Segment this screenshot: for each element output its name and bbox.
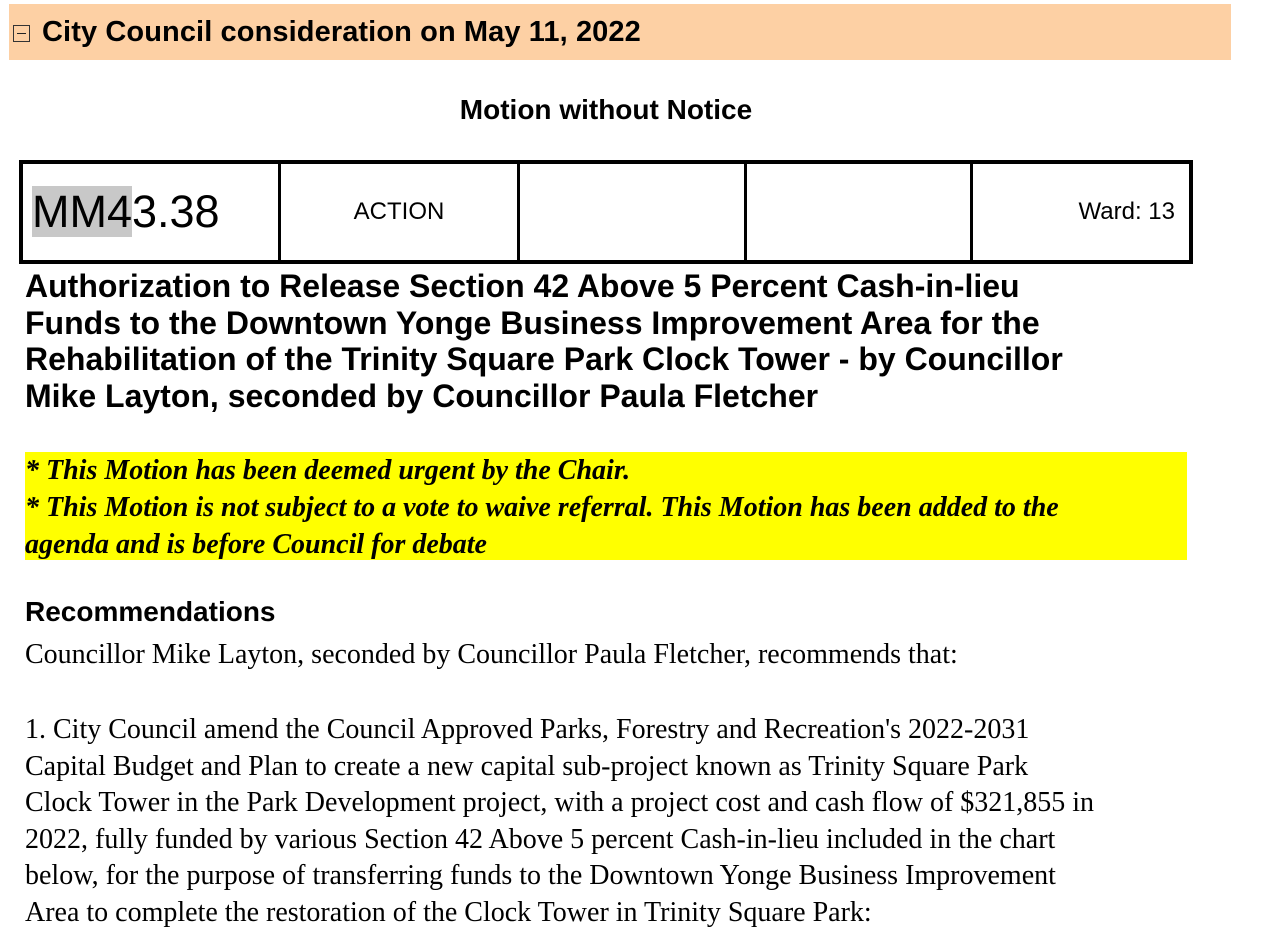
recommendation-line: Clock Tower in the Park Development project, with a project cost and cash flow of $321,855 in — [25, 787, 1095, 819]
urgent-notice-line: agenda and is before Council for debate — [25, 529, 487, 560]
ward-cell: Ward: 13 — [972, 162, 1192, 262]
recommendation-line: Area to complete the restoration of the Clock Tower in Trinity Square Park: — [25, 896, 872, 928]
item-number-rest: 3.38 — [132, 186, 220, 237]
recommendations-intro: Councillor Mike Layton, seconded by Councillor Paula Fletcher, recommends that: — [25, 639, 958, 670]
item-number-cell — [21, 162, 280, 262]
recommendation-line: below, for the purpose of transferring funds to the Downtown Yonge Business Improvement — [25, 860, 1056, 892]
urgent-notice-line: * This Motion has been deemed urgent by the Chair. — [25, 455, 631, 486]
recommendations-heading: Recommendations — [25, 596, 276, 627]
motion-type-label: Motion without Notice — [459, 94, 753, 125]
item-number-highlight: MM4 — [32, 186, 132, 237]
urgent-notice-line: * This Motion is not subject to a vote to waive referral. This Motion has been added to the — [25, 492, 1059, 523]
council-consideration-header — [9, 4, 1231, 60]
empty-cell-1 — [519, 162, 746, 262]
item-title-line: Authorization to Release Section 42 Above 5 Percent Cash-in-lieu — [25, 268, 1020, 304]
item-title-line: Mike Layton, seconded by Councillor Paula Fletcher — [25, 377, 819, 414]
item-title-line: Rehabilitation of the Trinity Square Park Clock Tower - by Councillor — [25, 341, 1063, 377]
minus-box-icon[interactable] — [13, 25, 30, 42]
item-title — [25, 268, 1185, 414]
recommendation-line: 1. City Council amend the Council Approved Parks, Forestry and Recreation's 2022-2031 — [25, 714, 1030, 745]
empty-cell-2 — [746, 162, 972, 262]
recommendation-paragraph — [25, 712, 1225, 932]
header-title: City Council consideration on May 11, 2022 — [42, 15, 641, 48]
urgent-notice-box — [25, 452, 1187, 560]
recommendation-line: 2022, fully funded by various Section 42 Above 5 percent Cash-in-lieu included in the chart — [25, 823, 1056, 855]
item-title-line: Funds to the Downtown Yonge Business Improvement Area for the — [25, 304, 1040, 341]
action-cell: ACTION — [280, 162, 519, 262]
item-info-table — [19, 160, 1193, 264]
recommendation-line: Capital Budget and Plan to create a new capital sub-project known as Trinity Square Park — [25, 750, 1029, 782]
